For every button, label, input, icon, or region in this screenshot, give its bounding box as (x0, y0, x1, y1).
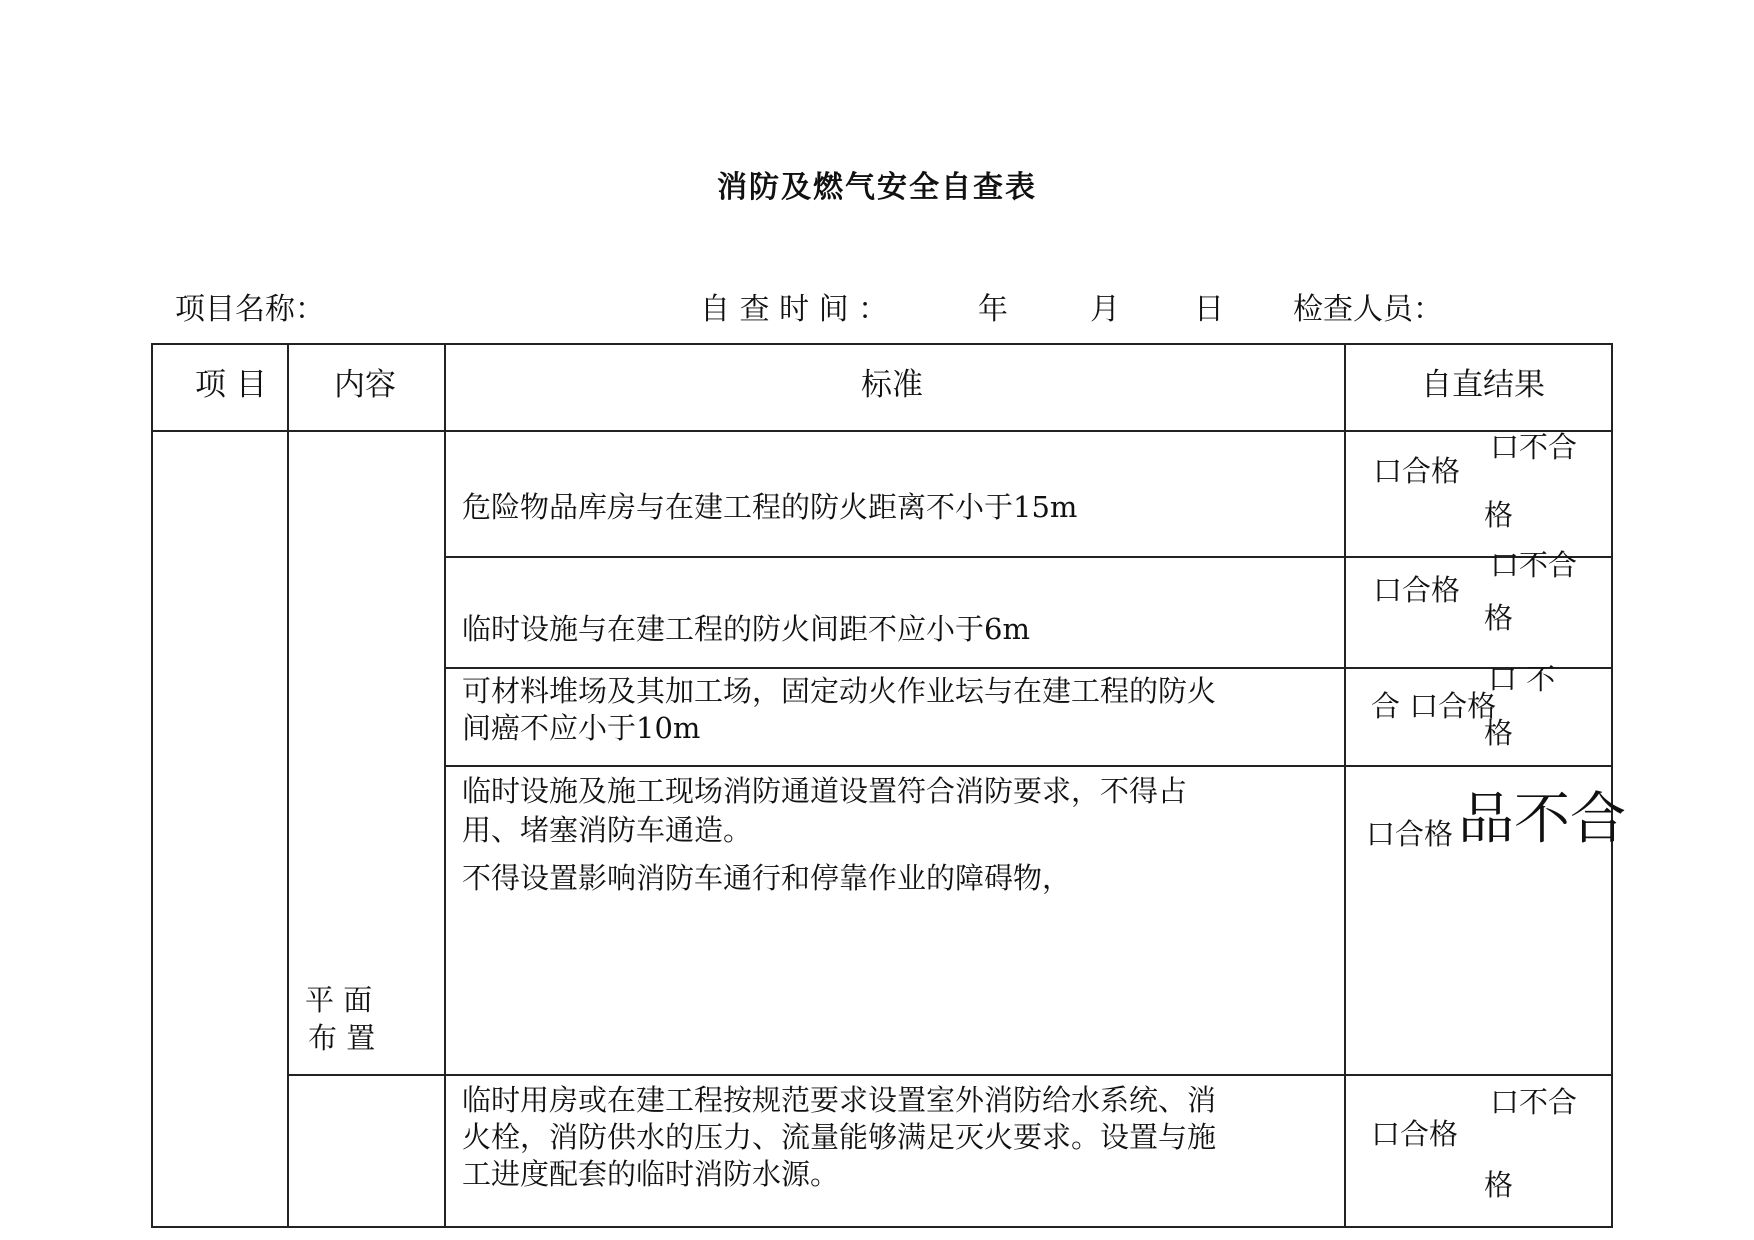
project-name-label: 项目名称： (175, 292, 325, 327)
row-4-standard-line1: 临时设施及施工现场消防通道设置符合消防要求，不得占 (462, 774, 1188, 808)
year-label: 年 (978, 292, 1008, 327)
row-2-pass-checkbox[interactable]: 口合格 (1373, 573, 1461, 607)
row-4-standard-line2: 用、堵塞消防车通造。 (462, 813, 753, 847)
header-content: 内容 (334, 367, 396, 403)
row-3-standard-line1: 可材料堆场及其加工场，固定动火作业坛与在建工程的防火 (462, 674, 1217, 708)
row-1-fail-checkbox[interactable]: 口不合 (1490, 430, 1578, 464)
row-4-pass-checkbox[interactable]: 口合格 (1366, 817, 1454, 851)
page-title: 消防及燃气安全自查表 (717, 170, 1037, 205)
category-label-line2: 布 置 (308, 1021, 376, 1055)
row-1-fail-suffix: 格 (1484, 498, 1514, 532)
day-label: 日 (1194, 292, 1224, 327)
header-result: 自直结果 (1421, 367, 1545, 403)
row-4-fail-checkbox[interactable]: 品不合 (1458, 787, 1626, 852)
row-2-fail-suffix: 格 (1484, 601, 1514, 635)
inspector-label: 检查人员： (1293, 292, 1443, 327)
row-2-fail-checkbox[interactable]: 口不合 (1490, 548, 1578, 582)
row-3-pass-checkbox[interactable]: 合 口合格 (1371, 689, 1497, 723)
row-2-standard: 临时设施与在建工程的防火间距不应小于6m (462, 612, 1030, 646)
header-item: 项 目 (195, 367, 267, 403)
month-label: 月 (1090, 292, 1120, 327)
row-1-pass-checkbox[interactable]: 口合格 (1373, 454, 1461, 488)
row-1-standard: 危险物品库房与在建工程的防火距离不小于15m (462, 490, 1078, 524)
row-3-standard-line2: 间癌不应小于10m (462, 711, 701, 745)
row-3-fail-suffix: 格 (1484, 716, 1514, 750)
row-5-pass-checkbox[interactable]: 口合格 (1371, 1117, 1459, 1151)
inspection-time-label: 自 查 时 间 ： (700, 292, 889, 327)
row-5-standard-line2: 火栓，消防供水的压力、流量能够满足灭火要求。设置与施 (462, 1120, 1217, 1154)
row-5-fail-suffix: 格 (1484, 1168, 1514, 1202)
row-5-fail-checkbox[interactable]: 口不合 (1490, 1085, 1578, 1119)
category-label-line1: 平 面 (305, 983, 373, 1017)
row-3-fail-checkbox[interactable]: 口 不 (1488, 662, 1556, 696)
row-4-standard-line3: 不得设置影响消防车通行和停靠作业的障碍物， (462, 861, 1072, 895)
header-standard: 标准 (861, 367, 923, 403)
row-5-standard-line3: 工进度配套的临时消防水源。 (462, 1157, 840, 1191)
row-5-standard-line1: 临时用房或在建工程按规范要求设置室外消防给水系统、消 (462, 1083, 1217, 1117)
